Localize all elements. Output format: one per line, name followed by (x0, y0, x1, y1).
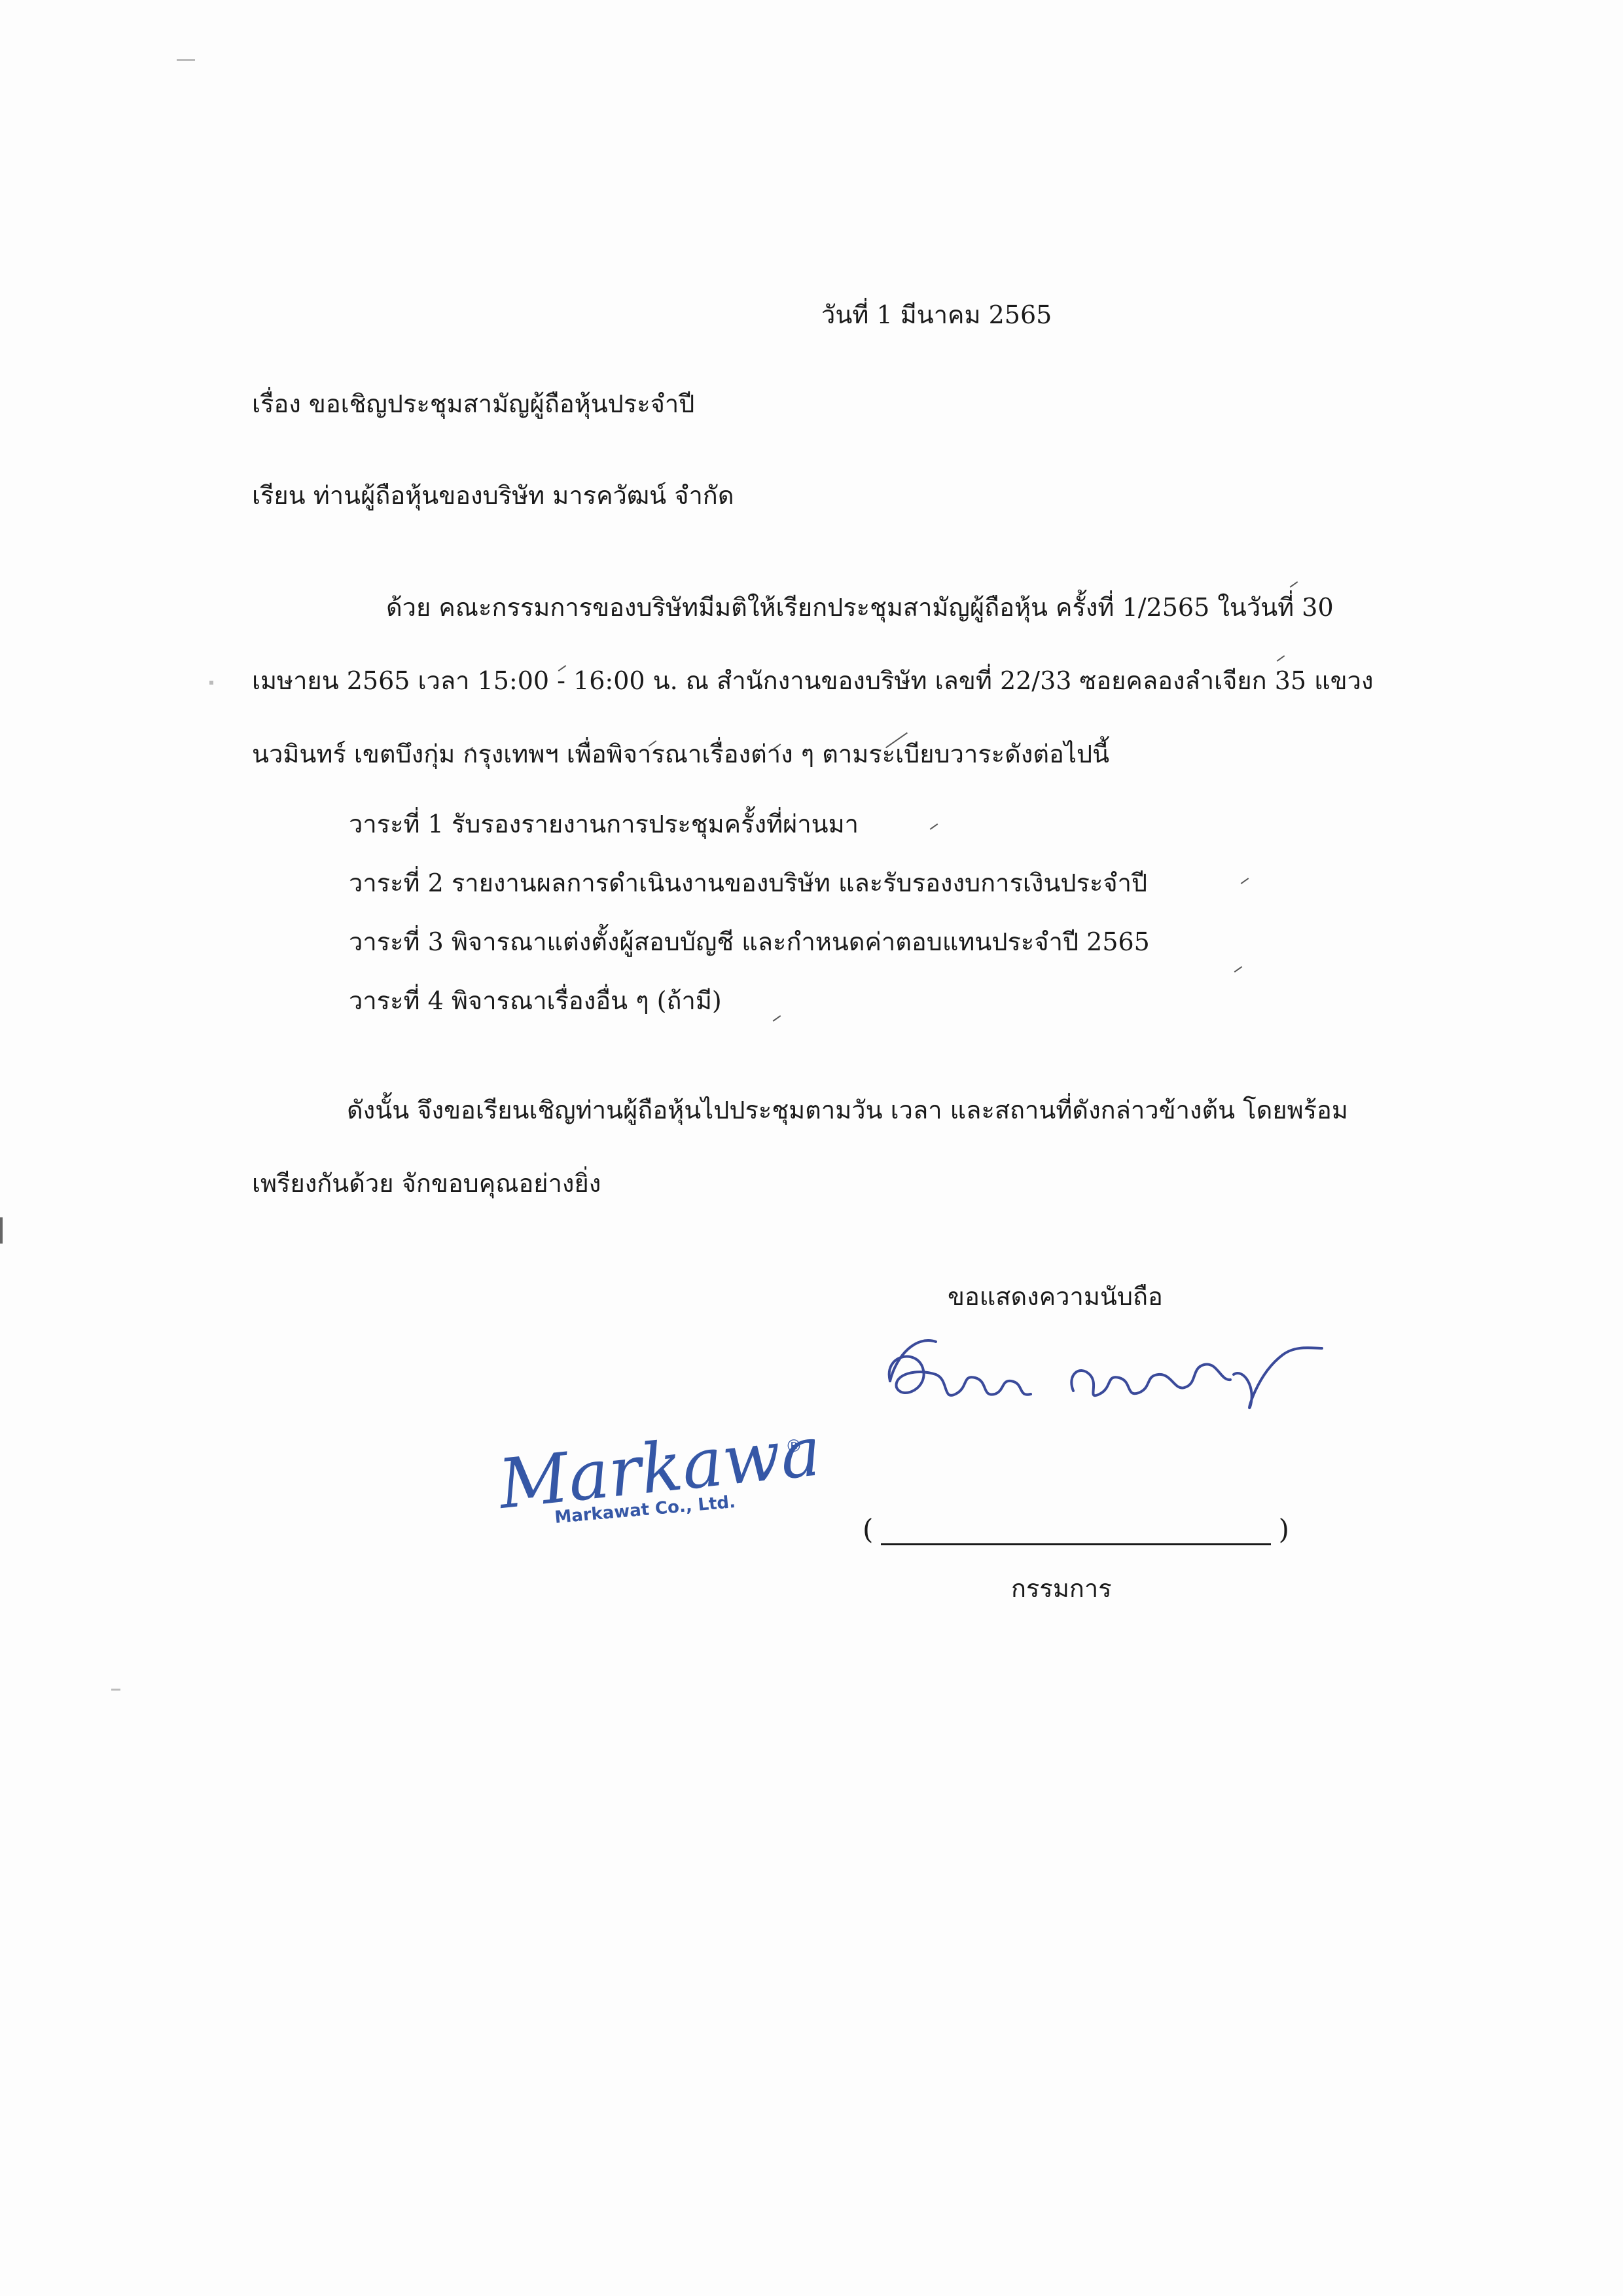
conclusion-paragraph: ดังนั้น จึงขอเรียนเชิญท่านผู้ถือหุ้นไปประชุมตามวัน เวลา และสถานที่ดังกล่าวข้างต้น โดยพร้อมเพรียงกันด้วย จักขอบคุณอย่างยิ่ง (252, 1096, 1348, 1198)
scan-speck (111, 1689, 120, 1691)
check-mark (930, 823, 938, 830)
letter-date: วันที่ 1 มีนาคม 2565 (821, 300, 1052, 329)
registered-mark: ® (785, 1437, 802, 1456)
check-mark (1241, 878, 1249, 884)
check-mark (773, 1015, 781, 1022)
stamp-company-name: Markawat Co., Ltd. (554, 1492, 737, 1528)
check-mark (1234, 966, 1243, 973)
signature-paren-open: ( (863, 1513, 874, 1545)
handwritten-signature (877, 1329, 1335, 1433)
closing-salutation: ขอแสดงความนับถือ (948, 1282, 1163, 1311)
signer-role: กรรมการ (1011, 1574, 1112, 1603)
intro-paragraph: ด้วย คณะกรรมการของบริษัทมีมติให้เรียกประชุมสามัญผู้ถือหุ้น ครั้งที่ 1/2565 ในวันที่ 30 เมษายน 2565 เวลา 15:00 - 16:00 น. ณ สำนักงานของบริษัท เลขที่ 22/33 ซอยคลองลำเจียก 35 แขวงนวมินทร์ เขตบึงกุ่ม กรุงเทพฯ เพื่อพิจารณาเรื่องต่าง ๆ ตามระเบียบวาระดังต่อไปนี้ (252, 593, 1374, 768)
agenda-item-2: วาระที่ 2 รายงานผลการดำเนินงานของบริษัท และรับรองงบการเงินประจำปี (349, 869, 1148, 897)
scan-speck (177, 59, 195, 61)
agenda-item-4: วาระที่ 4 พิจารณาเรื่องอื่น ๆ (ถ้ามี) (349, 986, 722, 1015)
signature-paren-close: ) (1278, 1513, 1289, 1545)
agenda-item-1: วาระที่ 1 รับรองรายงานการประชุมครั้งที่ผ่านมา (349, 810, 859, 838)
company-stamp (488, 1420, 815, 1538)
scan-edge-mark (0, 1217, 3, 1244)
signature-line (863, 1513, 1289, 1552)
signature-rule (881, 1543, 1271, 1545)
stamp-script-text: Markawat (495, 1420, 815, 1525)
agenda-item-3: วาระที่ 3 พิจารณาแต่งตั้งผู้สอบบัญชี และกำหนดค่าตอบแทนประจำปี 2565 (349, 927, 1150, 956)
markawat-logo (488, 1420, 815, 1538)
scan-speck (209, 681, 213, 685)
letter-recipient: เรียน ท่านผู้ถือหุ้นของบริษัท มารควัฒน์ จำกัด (252, 481, 734, 510)
letter-subject: เรื่อง ขอเชิญประชุมสามัญผู้ถือหุ้นประจำปี (252, 389, 695, 418)
